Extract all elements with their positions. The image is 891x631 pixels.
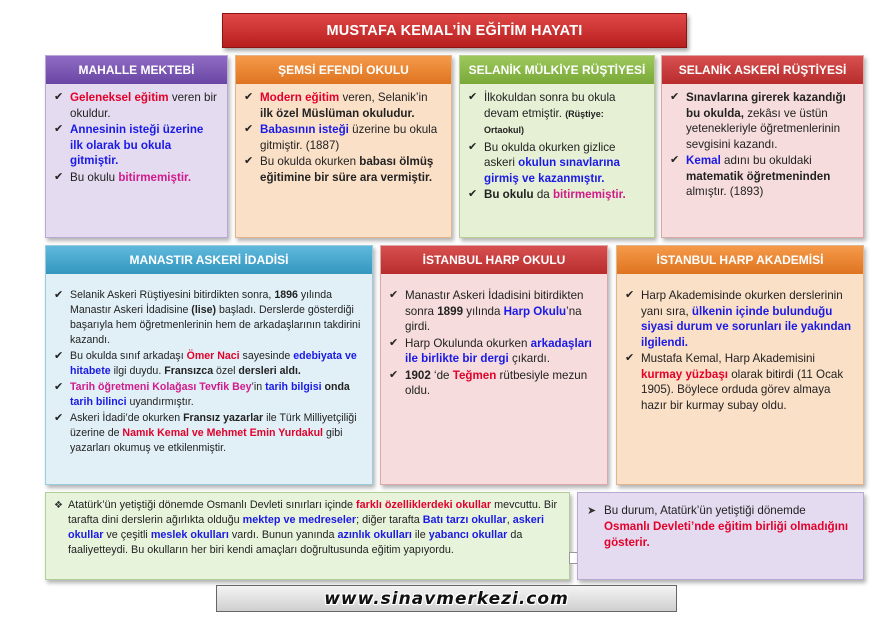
- list-item: ✔ Geleneksel eğitim veren bir okuldur.: [54, 90, 219, 121]
- list-item: ✔ Selanik Askeri Rüştiyesini bitirdikten sonra, 1896 yılında Manastır Askeri İdadisine (lise) başladı. Derslerde gösterdiği başarıyla hem öğretmenlerinin hem de arkadaşlarının takdirini kazandı.: [54, 288, 364, 348]
- card-header: SELANİK MÜLKİYE RÜŞTİYESİ: [460, 56, 654, 84]
- card-body: [617, 274, 863, 418]
- list-item: ✔ Bu okulda okurken babası ölmüş eğitimine bir süre ara vermiştir.: [244, 154, 443, 185]
- list-item: ✔ Modern eğitim veren, Selanik’in ilk özel Müslüman okuludur.: [244, 90, 443, 121]
- card-semsi-efendi-okulu: [235, 55, 452, 238]
- list-item: ✔ Bu okulda sınıf arkadaşı Ömer Naci sayesinde edebiyata ve hitabete ilgi duydu. Fransızca özel dersleri aldı.: [54, 349, 364, 379]
- list-item: ✔ Mustafa Kemal, Harp Akademisini kurmay yüzbaşı olarak bitirdi (11 Ocak 1905). Böylece orduda görev almaya hazır bir kurmay subay oldu.: [625, 351, 855, 413]
- list-item: ✔ Annesinin isteği üzerine ilk olarak bu okula gitmiştir.: [54, 122, 219, 169]
- list-item: ✔ Kemal adını bu okuldaki matematik öğretmeninden almıştır. (1893): [670, 153, 855, 200]
- list-item: ✔ Manastır Askeri İdadisini bitirdikten sonra 1899 yılında Harp Okulu’na girdi.: [389, 288, 599, 335]
- schools-note: ❖ Atatürk’ün yetiştiği dönemde Osmanlı Devleti sınırları içinde farklı özelliklerdeki okullar mevcuttu. Bir tarafta dini derslerin ağırlıkta olduğu mektep ve medreseler; diğer tarafta Batı tarzı okullar, askeri okullar ve çeşitli meslek okulları vardı. Bunun yanında azınlık okulları ile yabancı okullar da faaliyetteydi. Bu okulların her biri kendi amaçları doğrultusunda eğitim yapıyordu.: [45, 492, 570, 580]
- card-header: MANASTIR ASKERİ İDADİSİ: [46, 246, 372, 274]
- card-selanik-askeri-rustiyesi: [661, 55, 864, 238]
- website-banner: www.sinavmerkezi.com: [216, 585, 677, 612]
- list-item: ✔ Sınavlarına girerek kazandığı bu okulda, zekâsı ve üstün yetenekleriyle öğretmenlerinin sevgisini kazandı.: [670, 90, 855, 152]
- list-item: ✔ İlkokuldan sonra bu okula devam etmiştir. (Rüştiye: Ortaokul): [468, 90, 646, 139]
- card-body: [662, 84, 863, 205]
- conclusion-note: ➤ Bu durum, Atatürk’ün yetiştiği dönemde Osmanlı Devleti’nde eğitim birliği olmadığını gösterir.: [577, 492, 864, 580]
- card-body: [46, 84, 227, 190]
- card-body: [460, 84, 654, 208]
- card-header: MAHALLE MEKTEBİ: [46, 56, 227, 84]
- card-header: İSTANBUL HARP OKULU: [381, 246, 607, 274]
- card-header: İSTANBUL HARP AKADEMİSİ: [617, 246, 863, 274]
- card-header: ŞEMSİ EFENDİ OKULU: [236, 56, 451, 84]
- list-item: ✔ 1902 ‘de Teğmen rütbesiyle mezun oldu.: [389, 368, 599, 399]
- list-item: ✔ Harp Akademisinde okurken derslerinin yanı sıra, ülkenin içinde bulunduğu siyasi durum ve sorunları ile yakından ilgilendi.: [625, 288, 855, 350]
- list-item: ✔ Harp Okulunda okurken arkadaşları ile birlikte bir dergi çıkardı.: [389, 336, 599, 367]
- card-istanbul-harp-okulu: [380, 245, 608, 485]
- list-item: ✔ Babasının isteği üzerine bu okula gitmiştir. (1887): [244, 122, 443, 153]
- card-selanik-mulkiye-rustiyesi: [459, 55, 655, 238]
- card-body: [46, 274, 372, 461]
- list-item: ✔ Tarih öğretmeni Kolağası Tevfik Bey’in tarih bilgisi onda tarih bilinci uyandırmıştır.: [54, 380, 364, 410]
- list-item: ✔ Askeri İdadi’de okurken Fransız yazarlar ile Türk Milliyetçiliği üzerine de Namık Kemal ve Mehmet Emin Yurdakul gibi yazarları okumuş ve etkilenmiştir.: [54, 411, 364, 456]
- card-manastir-askeri-idadisi: [45, 245, 373, 485]
- page-title: MUSTAFA KEMAL’İN EĞİTİM HAYATI: [222, 13, 687, 48]
- card-istanbul-harp-akademisi: [616, 245, 864, 485]
- card-header: SELANİK ASKERİ RÜŞTİYESİ: [662, 56, 863, 84]
- card-body: [381, 274, 607, 404]
- list-item: ✔ Bu okulda okurken gizlice askeri okulun sınavlarına girmiş ve kazanmıştır.: [468, 140, 646, 187]
- list-item: ✔ Bu okulu da bitirmemiştir.: [468, 187, 646, 203]
- card-body: [236, 84, 451, 190]
- card-mahalle-mektebi: [45, 55, 228, 238]
- list-item: ✔ Bu okulu bitirmemiştir.: [54, 170, 219, 186]
